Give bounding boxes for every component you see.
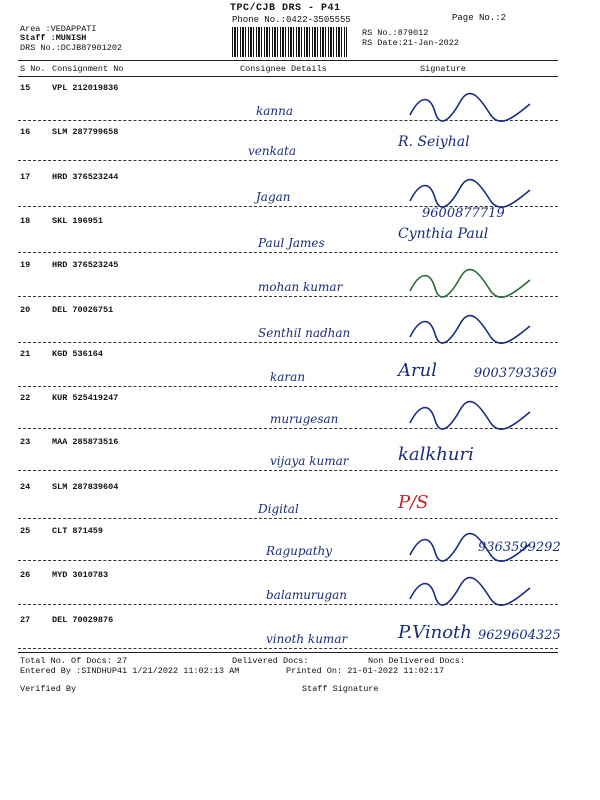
document-title: TPC/CJB DRS - P41 (230, 3, 341, 14)
row-consignment: MAA 285873516 (52, 437, 119, 448)
header-divider (18, 60, 558, 61)
consignee-name: balamurugan (266, 588, 347, 602)
page-number: Page No.:2 (452, 13, 507, 23)
consignee-name: murugesan (270, 412, 339, 426)
column-header-consignee: Consignee Details (240, 64, 327, 74)
row-consignment: KGD 536164 (52, 348, 104, 359)
column-header-sno: S No. (20, 64, 46, 74)
row-consignment: VPL 212019836 (52, 83, 119, 93)
row-consignment: CLT 871459 (52, 526, 104, 536)
row-sno: 21 (20, 348, 31, 359)
verified-by: Verified By (20, 684, 77, 694)
consignee-name: karan (270, 370, 306, 384)
delivery-line (18, 518, 558, 519)
row-consignment: KUR 525419247 (52, 393, 119, 404)
delivery-line (18, 648, 558, 649)
phone-note: 9003793369 (474, 366, 557, 381)
row-sno: 25 (20, 526, 31, 536)
row-sno: 15 (20, 83, 31, 93)
row-sno: 23 (20, 437, 31, 448)
row-consignment: SLM 287799658 (52, 127, 119, 138)
consignee-name: vijaya kumar (270, 454, 349, 468)
consignee-name: Digital (258, 502, 299, 516)
delivery-line (18, 386, 558, 387)
rs-date: RS Date:21-Jan-2022 (362, 38, 459, 48)
phone-note: 9600877719 (422, 206, 505, 221)
signature-scribble (405, 312, 535, 346)
row-sno: 20 (20, 304, 31, 315)
consignee-name: mohan kumar (258, 280, 343, 294)
recipient-signature: Arul (398, 360, 437, 381)
row-sno: 22 (20, 393, 31, 404)
consignee-name: venkata (248, 144, 297, 158)
area-label: Area :VEDAPPATI (20, 24, 97, 34)
drs-number: DRS No.:DCJB87901202 (20, 43, 123, 53)
row-sno: 24 (20, 481, 31, 492)
column-header-signature: Signature (420, 64, 466, 74)
delivery-line (18, 252, 558, 253)
signature-scribble (405, 176, 535, 210)
consignee-name: Senthil nadhan (258, 326, 351, 340)
barcode-image (232, 27, 347, 57)
signature-scribble (405, 574, 535, 608)
row-sno: 27 (20, 614, 31, 625)
row-sno: 19 (20, 260, 31, 271)
delivery-line (18, 160, 558, 161)
consignee-name: Paul James (258, 236, 325, 250)
phone-note: 9629604325 (478, 628, 561, 643)
recipient-signature: kalkhuri (398, 444, 474, 465)
row-consignment: DEL 70026751 (52, 304, 114, 315)
recipient-signature: Cynthia Paul (398, 226, 489, 242)
delivered-docs: Delivered Docs: (232, 656, 309, 666)
row-consignment: DEL 70029876 (52, 614, 114, 625)
signature-scribble (405, 530, 535, 564)
signature-scribble (405, 398, 535, 432)
staff-signature: Staff Signature (302, 684, 379, 694)
footer-divider (18, 652, 558, 653)
non-delivered-docs: Non Delivered Docs: (368, 656, 465, 666)
column-header-divider (18, 76, 558, 77)
row-consignment: SLM 287839604 (52, 481, 119, 492)
row-sno: 17 (20, 171, 31, 182)
staff-label: Staff :MUNISH (20, 33, 87, 43)
phone-number: Phone No.:0422-3505555 (232, 15, 351, 25)
row-consignment: SKL 196951 (52, 215, 104, 226)
recipient-signature: R. Seiyhal (398, 134, 470, 150)
recipient-signature: P/S (398, 492, 429, 513)
row-sno: 18 (20, 215, 31, 226)
row-consignment: HRD 376523245 (52, 260, 119, 271)
consignee-name: vinoth kumar (266, 632, 348, 646)
row-consignment: HRD 376523244 (52, 171, 119, 182)
row-consignment: MYD 3010783 (52, 570, 109, 581)
rs-number: RS No.:879012 (362, 28, 429, 38)
entered-by: Entered By :SINDHUP41 1/21/2022 11:02:13 AM (20, 666, 240, 676)
signature-scribble (405, 266, 535, 300)
row-sno: 26 (20, 570, 31, 581)
phone-note: 9363599292 (478, 540, 561, 555)
consignee-name: kanna (256, 104, 294, 118)
total-docs: Total No. Of Docs: 27 (20, 656, 128, 666)
signature-scribble (405, 90, 535, 124)
consignee-name: Jagan (256, 190, 291, 204)
delivery-line (18, 470, 558, 471)
row-sno: 16 (20, 127, 31, 138)
consignee-name: Ragupathy (266, 544, 333, 558)
printed-on: Printed On: 21-01-2022 11:02:17 (286, 666, 445, 676)
column-header-consignment: Consignment No (52, 64, 124, 74)
recipient-signature: P.Vinoth (398, 622, 472, 643)
